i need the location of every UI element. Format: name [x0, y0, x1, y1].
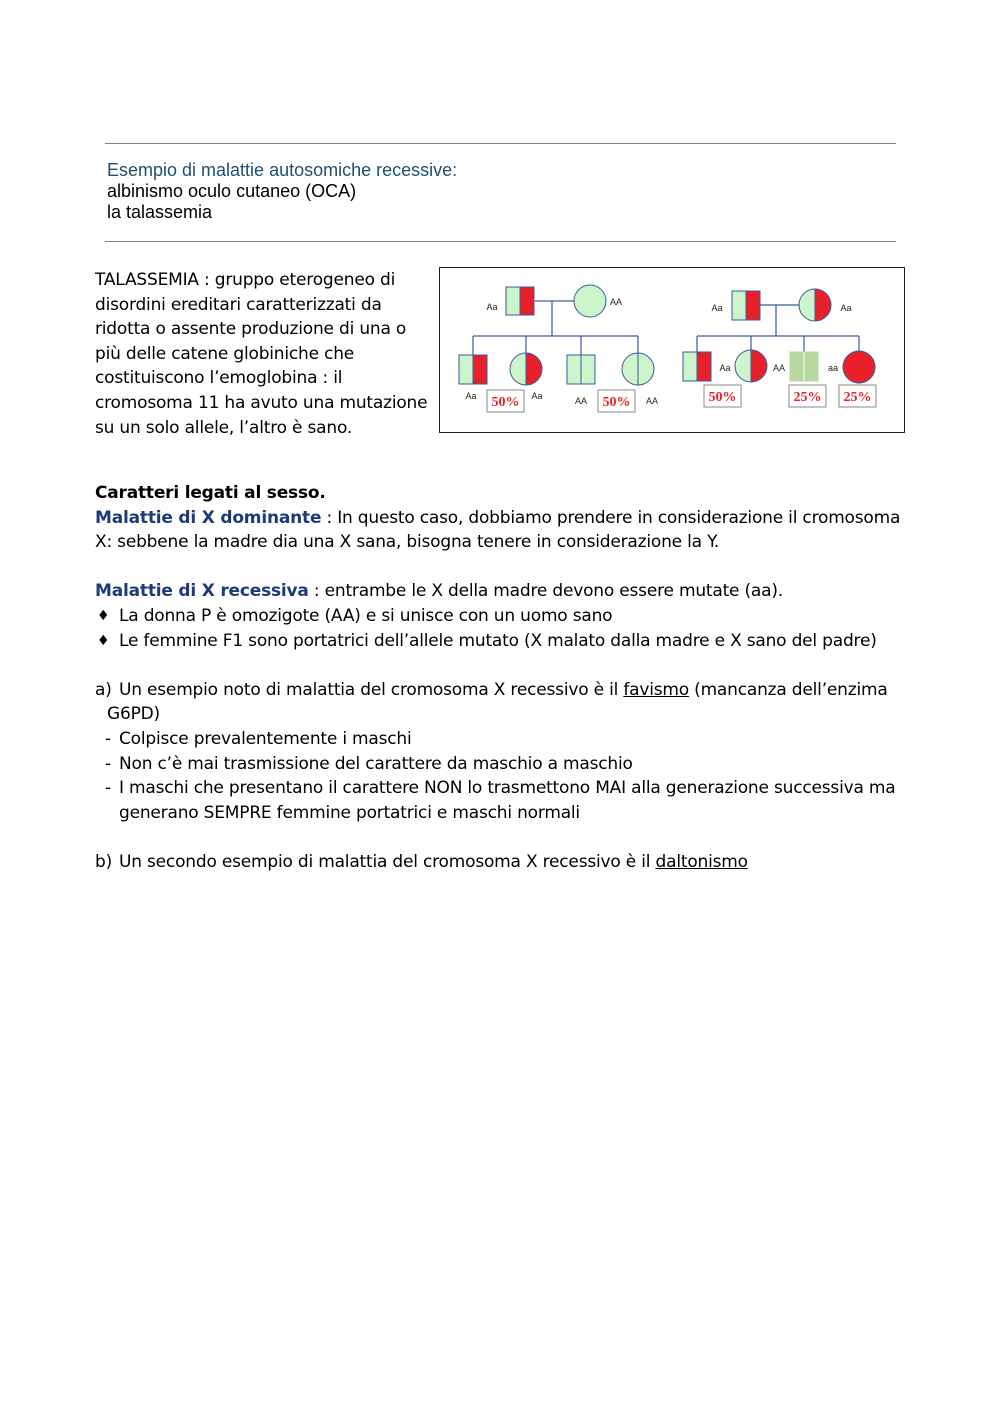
right-child-4-symbol: [843, 351, 875, 383]
right-father-symbol: [732, 291, 760, 320]
right-pct-3: 25%: [843, 390, 872, 405]
dash-marker: -: [105, 728, 111, 749]
left-child-4-genotype: AA: [645, 396, 659, 406]
dash-marker: -: [105, 753, 111, 774]
right-child-1-symbol: [683, 352, 711, 381]
example-a-marker: a): [95, 679, 112, 700]
left-pct-2: 50%: [602, 395, 631, 410]
right-child-3-symbol: [790, 352, 818, 381]
left-child-3-genotype: AA: [574, 396, 588, 406]
favismo-link: favismo: [623, 679, 689, 700]
list-item: - Colpisce prevalentemente i maschi: [95, 727, 915, 752]
left-child-3-symbol: [567, 355, 595, 384]
left-mother-genotype: AA: [609, 297, 623, 307]
example-b: b) Un secondo esempio di malattia del cromosoma X recessivo è il daltonismo: [95, 850, 915, 875]
example-a-continuation: G6PD): [107, 704, 160, 725]
left-pct-1: 50%: [491, 395, 520, 410]
left-child-2-symbol: [510, 353, 542, 385]
diamond-bullet-icon: ♦: [97, 607, 110, 624]
left-father-symbol: [506, 287, 534, 315]
x-recessive-label: Malattie di X recessiva: [95, 581, 309, 602]
x-recessive-text: : entrambe le X della madre devono essere mutate (aa).: [308, 581, 784, 602]
right-pct-1: 50%: [708, 390, 737, 405]
x-dominant-paragraph: [95, 506, 915, 555]
header-title: Esempio di malattie autosomiche recessive:: [107, 160, 458, 180]
diamond-bullet-icon: ♦: [97, 632, 110, 649]
list-item: - I maschi che presentano il carattere NON lo trasmettono MAI alla generazione successiva ma generano SEMPRE femmine portatrici e maschi normali: [105, 778, 896, 823]
right-father-genotype: Aa: [711, 303, 723, 313]
pedigree-diagram: [439, 267, 905, 433]
x-dominant-text: : In questo caso, dobbiamo prendere in considerazione il cromosoma X: sebbene la madre dia una X sana, bisogna tenere in considerazione la Y.: [95, 507, 901, 553]
list-item: ♦ Le femmine F1 sono portatrici dell’allele mutato (X malato dalla madre e X sano del padre): [95, 629, 915, 654]
right-child-4-genotype: aa: [827, 363, 839, 373]
right-pct-2: 25%: [793, 390, 822, 405]
left-child-4-symbol: [622, 353, 654, 385]
left-child-1-genotype: Aa: [465, 391, 477, 401]
right-mother-genotype: Aa: [840, 303, 852, 313]
dash-marker: -: [105, 778, 111, 799]
right-child-3-genotype: AA: [772, 363, 786, 373]
example-b-marker: b): [95, 851, 113, 872]
x-recessive-paragraph: [95, 579, 915, 604]
left-mother-symbol: [574, 285, 606, 317]
list-item: - Non c’è mai trasmissione del carattere da maschio a maschio: [95, 752, 915, 777]
header-block: [107, 160, 457, 223]
top-rule: [105, 143, 896, 144]
daltonismo-link: daltonismo: [655, 851, 748, 872]
list-item: ♦ La donna P è omozigote (AA) e si unisce con un uomo sano: [95, 604, 915, 629]
example-a: a) Un esempio noto di malattia del cromosoma X recessivo è il favismo (mancanza dell’enzima: [95, 678, 915, 703]
x-dominant-label: Malattie di X dominante: [95, 507, 322, 528]
bottom-rule: [105, 241, 896, 242]
header-line-talassemia: la talassemia: [107, 202, 213, 222]
sex-heading: Caratteri legati al sesso.: [95, 483, 326, 503]
talassemia-paragraph: TALASSEMIA : gruppo eterogeneo di disordini ereditari caratterizzati da ridotta o assente produzione di una o più delle catene globiniche che costituiscono l’emoglobina : il cromosoma 11 ha avuto una mutazione su un solo allele, l’altro è sano.: [95, 270, 428, 438]
left-child-1-symbol: [459, 355, 487, 384]
right-child-2-symbol: [735, 350, 767, 382]
sex-linked-section: [95, 481, 915, 875]
left-father-genotype: Aa: [486, 302, 498, 312]
right-child-2-genotype-left: Aa: [719, 363, 731, 373]
right-mother-symbol: [799, 289, 831, 321]
pedigree-svg: [440, 268, 903, 431]
header-line-oca: albinismo oculo cutaneo (OCA): [107, 181, 357, 201]
left-child-2-genotype: Aa: [531, 391, 543, 401]
